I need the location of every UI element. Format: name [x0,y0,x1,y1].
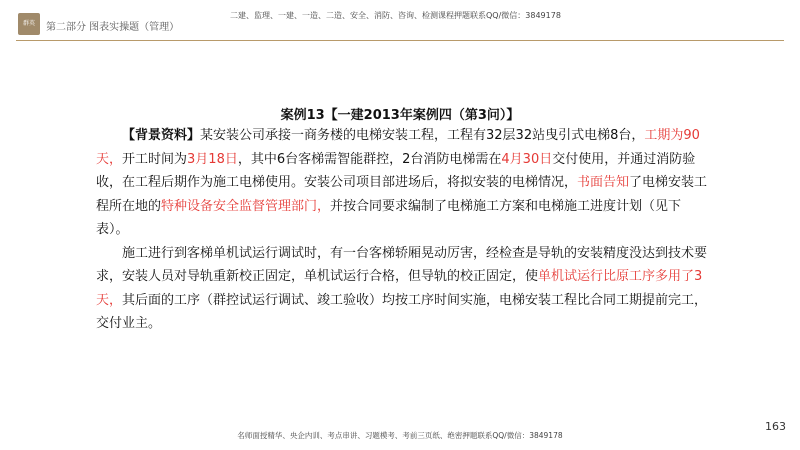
text-segment: 交付使用，并通过消防验收，在工程后期作为施工电梯使用。安装公司项目部进场后，将拟安装的电梯情况， [96,151,696,190]
footer-contact: 名师面授精华、央企内训、考点串讲、习题模考、考前三页纸、绝密押题联系QQ/微信：3849178 [237,431,563,440]
text-segment: 施工进行到客梯单机试运行调试时，有一台客梯轿厢晃动厉害，经检查是导轨的安装精度没达到技术要求，安装人员对导轨重新校正固定，单机试运行合格，但导轨的校正固定，使 [96,245,708,284]
highlight-notification: 书面告知 [577,175,630,190]
highlight-start-date: 3月18日 [187,151,238,167]
section-title: 第二部分 图表实操题（管理） [46,22,180,33]
text-segment: 并按合同要求编制了电梯施工方案和电梯施工进度计划（见下表）。 [96,198,682,237]
header-contact: 二建、监理、一建、一造、二造、安全、消防、咨询、检测课程押题联系QQ/微信：3849178 [230,11,561,20]
text-segment: 其后面的工序（群控试运行调试、竣工验收）均按工序时间实施，电梯安装工程比合同工期提前完工，交付业主。 [96,292,708,331]
logo: 群英 [18,13,40,35]
background-label: 【背景资料】 [122,128,201,143]
highlight-authority: 特种设备安全监督管理部门， [161,198,331,214]
highlight-duration: 工期为90天， [96,128,700,167]
header-divider [16,40,784,41]
text-segment: 了电梯安装工程所在地的 [96,175,708,214]
text-segment: 某安装公司承接一商务楼的电梯安装工程，工程有32层32站曳引式电梯8台， [200,128,645,143]
text-segment: ，其中6台客梯需智能群控，2台消防电梯需在 [237,151,502,167]
background-paragraph [96,124,708,242]
text-segment: 开工时间为 [122,151,188,167]
case-body [96,124,708,336]
highlight-extra-days: 单机试运行比原工序多用了3天， [96,269,703,308]
highlight-delivery-date: 4月30日 [501,151,553,167]
case-title: 案例13【一建2013年案例四（第3问）】 [280,108,520,123]
page-number: 163 [765,420,786,433]
construction-paragraph [96,242,708,336]
